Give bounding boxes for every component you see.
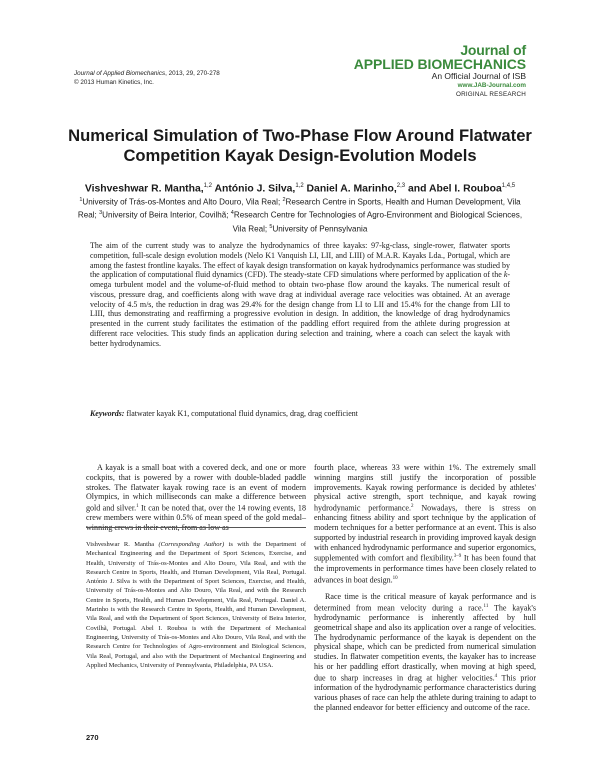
journal-volume: , 2013, 29, 270-278 bbox=[165, 70, 220, 77]
paragraph bbox=[314, 592, 536, 712]
keywords-text: flatwater kayak K1, computational fluid dynamics, drag, drag coefficient bbox=[124, 409, 358, 418]
author-name: Daniel A. Marinho, bbox=[303, 183, 397, 195]
body-column-left bbox=[86, 463, 306, 533]
footnote-divider bbox=[86, 527, 306, 528]
citation-mark: 11 bbox=[483, 603, 489, 609]
author-affil-mark: 1,4,5 bbox=[501, 183, 516, 189]
affil-text: Research Centre in Sports, Health and Human Development, Vila Real; bbox=[77, 197, 521, 220]
journal-website-link[interactable]: www.JAB-Journal.com bbox=[457, 82, 526, 89]
affiliations bbox=[76, 195, 524, 235]
abstract-text: The aim of the current study was to analyze the hydrodynamics of three kayaks: 97-kg-class, single-rower, flatwater sports competition, full-scale design evolution models (Nelo K1 Vanquish LI, LII, and LIII) of M.A.R. Kayaks Lda., Portugal, which are among the fastest frontline kayaks. The effect of kayak design transformation on kayak hydrodynamics performance was studied by the application of computational fluid dynamics (CFD). The steady-state CFD simulations where performed by application of the bbox=[90, 241, 510, 280]
paragraph-text: This prior information of the hydrodynamic performance characteristics during various phases of race can help the athlete during training to adapt to the planned endeavor for better efficiency and outcome of the race. bbox=[314, 673, 536, 712]
paragraph-text: A kayak is a small boat with a covered deck, and one or more cockpits, that is powered by a rower with double-bladed paddle strokes. The flatwater kayak rowing race is an event of modern Olympics, in which milliseconds can make a difference between gold and silver. bbox=[86, 463, 306, 513]
copyright: © 2013 Human Kinetics, Inc. bbox=[74, 78, 154, 86]
affil-text: University of Trás-os-Montes and Alto Douro, Vila Real; bbox=[82, 197, 283, 207]
paragraph-text: The kayak's hydrodynamic performance is inherently affected by hull geometrical shape and also its application over a range of velocities. The hydrodynamic performance of the kayak is dependent on the physical shape, which can be predicted from numerical simulation studies. In flatwater competition events, the kayaker has to increase his or her paddling effort drastically, when moving at high speed, due to sharp increases in drag at higher velocities. bbox=[314, 603, 536, 683]
journal-name: Journal of Applied Biomechanics bbox=[74, 70, 166, 77]
affil-text: Research Centre for Technologies of Agro-Environment and Biological Sciences, Vila Real; bbox=[232, 210, 523, 234]
title-line-2: Competition Kayak Design-Evolution Models bbox=[123, 146, 477, 165]
journal-citation bbox=[74, 70, 334, 87]
affil-mark: 4 bbox=[230, 210, 234, 217]
paragraph-text: Nowadays, there is stress on enhancing fitness ability and sport technique by the application of modern techniques for a better performance at an event. This is also supported by industrial research in providing improved kayak design with enhanced hydrodynamic performance and superior ergonomics, supplemented with comfort and flexibility. bbox=[314, 503, 536, 564]
author-name: Vishveshwar R. Mantha, bbox=[84, 183, 204, 195]
author-affil-mark: 1,2 bbox=[203, 183, 212, 189]
abstract bbox=[90, 241, 510, 348]
citation-mark: 1 bbox=[136, 504, 139, 509]
paragraph bbox=[314, 463, 536, 585]
paragraph-text: fourth place, whereas 33 were within 1%. The extremely small winning margins still justify the incorporation of possible improvements. Kayak rowing performance is decided by athletes' physical active strength, sport technique, and kayak rowing hydrodynamic performance. bbox=[314, 463, 536, 513]
author-affil-mark: 2,3 bbox=[396, 183, 406, 189]
author-footnote bbox=[86, 540, 306, 670]
journal-logo-line1: Journal of bbox=[460, 42, 526, 58]
author-name: António J. Silva, bbox=[211, 183, 296, 195]
abstract-text: -omega turbulent model and the volume-of-fluid method to obtain two-phase flow around the kayaks. The numerical result of viscous, pressure drag, and coefficients along with wave drag at individual average race velocities was obtained. At an average velocity of 4.5 m/s, the reduction in drag was 29.4% for the design change from LI to LII and 15.4% for the change from LII to LIII, thus demonstrating and reaffirming a progressive evolution in design. In addition, the knowledge of drag hydrodynamics presented in the current study facilitates the estimation of the paddling effort required from the athlete during progression at different race velocities. This study finds an application during selection and training, where a coach can select the kayak with better hydrodynamics. bbox=[90, 270, 510, 348]
affil-mark: 5 bbox=[269, 223, 273, 230]
paragraph-text: It has been found that the improvements in performance times have been closely related to advances in boat design. bbox=[314, 554, 536, 585]
corresponding-author-label: (Corresponding Author) bbox=[158, 541, 225, 548]
affil-mark: 1 bbox=[79, 197, 83, 203]
citation-mark: 2 bbox=[410, 504, 414, 509]
journal-logo-block bbox=[354, 44, 526, 99]
footnote-author: Vishveshwar R. Mantha bbox=[86, 541, 159, 548]
journal-logo-line2: APPLIED BIOMECHANICS bbox=[353, 56, 526, 72]
affil-text: University of Beira Interior, Covilhã; bbox=[102, 210, 231, 220]
official-journal-label: An Official Journal of ISB bbox=[431, 71, 526, 81]
article-section-label: ORIGINAL RESEARCH bbox=[456, 91, 526, 98]
paragraph-text: It can be noted that, over the 14 rowing events, 18 crew members were within 0.5% of mean speed of the gold medal–winning crews in their event, from as low as bbox=[86, 503, 306, 533]
citation-mark: 4 bbox=[494, 673, 498, 679]
author-affil-mark: 1,2 bbox=[295, 183, 304, 189]
body-column-right bbox=[314, 463, 536, 712]
author-list bbox=[60, 180, 540, 195]
title-line-1: Numerical Simulation of Two-Phase Flow Around Flatwater bbox=[68, 126, 532, 145]
page-number: 270 bbox=[86, 733, 99, 742]
affil-text: University of Pennsylvania bbox=[272, 224, 368, 234]
paragraph bbox=[86, 463, 306, 533]
abstract-k-symbol: k bbox=[503, 270, 508, 280]
paragraph-text: Race time is the critical measure of kayak performance and is determined from mean velocity during a race. bbox=[314, 592, 536, 613]
footnote-text: is with the Department of Mechanical Engineering and the Department of Sport Sciences, Exercise, and Health, University of Trás-os-Montes and Alto Douro, Vila Real, and with the Research Centre in Sports, Health, and Human Development, Vila Real, Portugal. António J. Silva is with the Department of Sport Sciences, Exercise, and Health, University of Trás-os-Montes and Alto Douro, Vila Real, and with the Research Centre in Sports, Health, and Human Development, Vila Real, Portugal. Daniel A. Marinho is with the Research Centre in Sports, Health, and Human Development, Vila Real, and with the Department of Sport Sciences, University of Beira Interior, Covilhã, Portugal. Abel I. Rouboa is with the Department of Mechanical Engineering, University of Trás-os-Montes and Alto Douro, Vila Real, and with the Research Centre for Technologies of Agro-environment and Biological Sciences, Vila Real, Portugal, and also with the Department of Mechanical Engineering and Applied Mechanics, University of Pennsylvania, Philadelphia, PA USA. bbox=[86, 541, 306, 669]
affil-mark: 2 bbox=[282, 197, 286, 203]
citation-mark: 3–9 bbox=[453, 554, 462, 560]
keywords-label: Keywords: bbox=[90, 409, 125, 418]
affil-mark: 3 bbox=[99, 210, 103, 217]
citation-mark: 10 bbox=[392, 575, 398, 581]
author-name: and Abel I. Rouboa bbox=[405, 183, 502, 195]
keywords bbox=[90, 409, 510, 419]
article-title bbox=[60, 126, 540, 166]
